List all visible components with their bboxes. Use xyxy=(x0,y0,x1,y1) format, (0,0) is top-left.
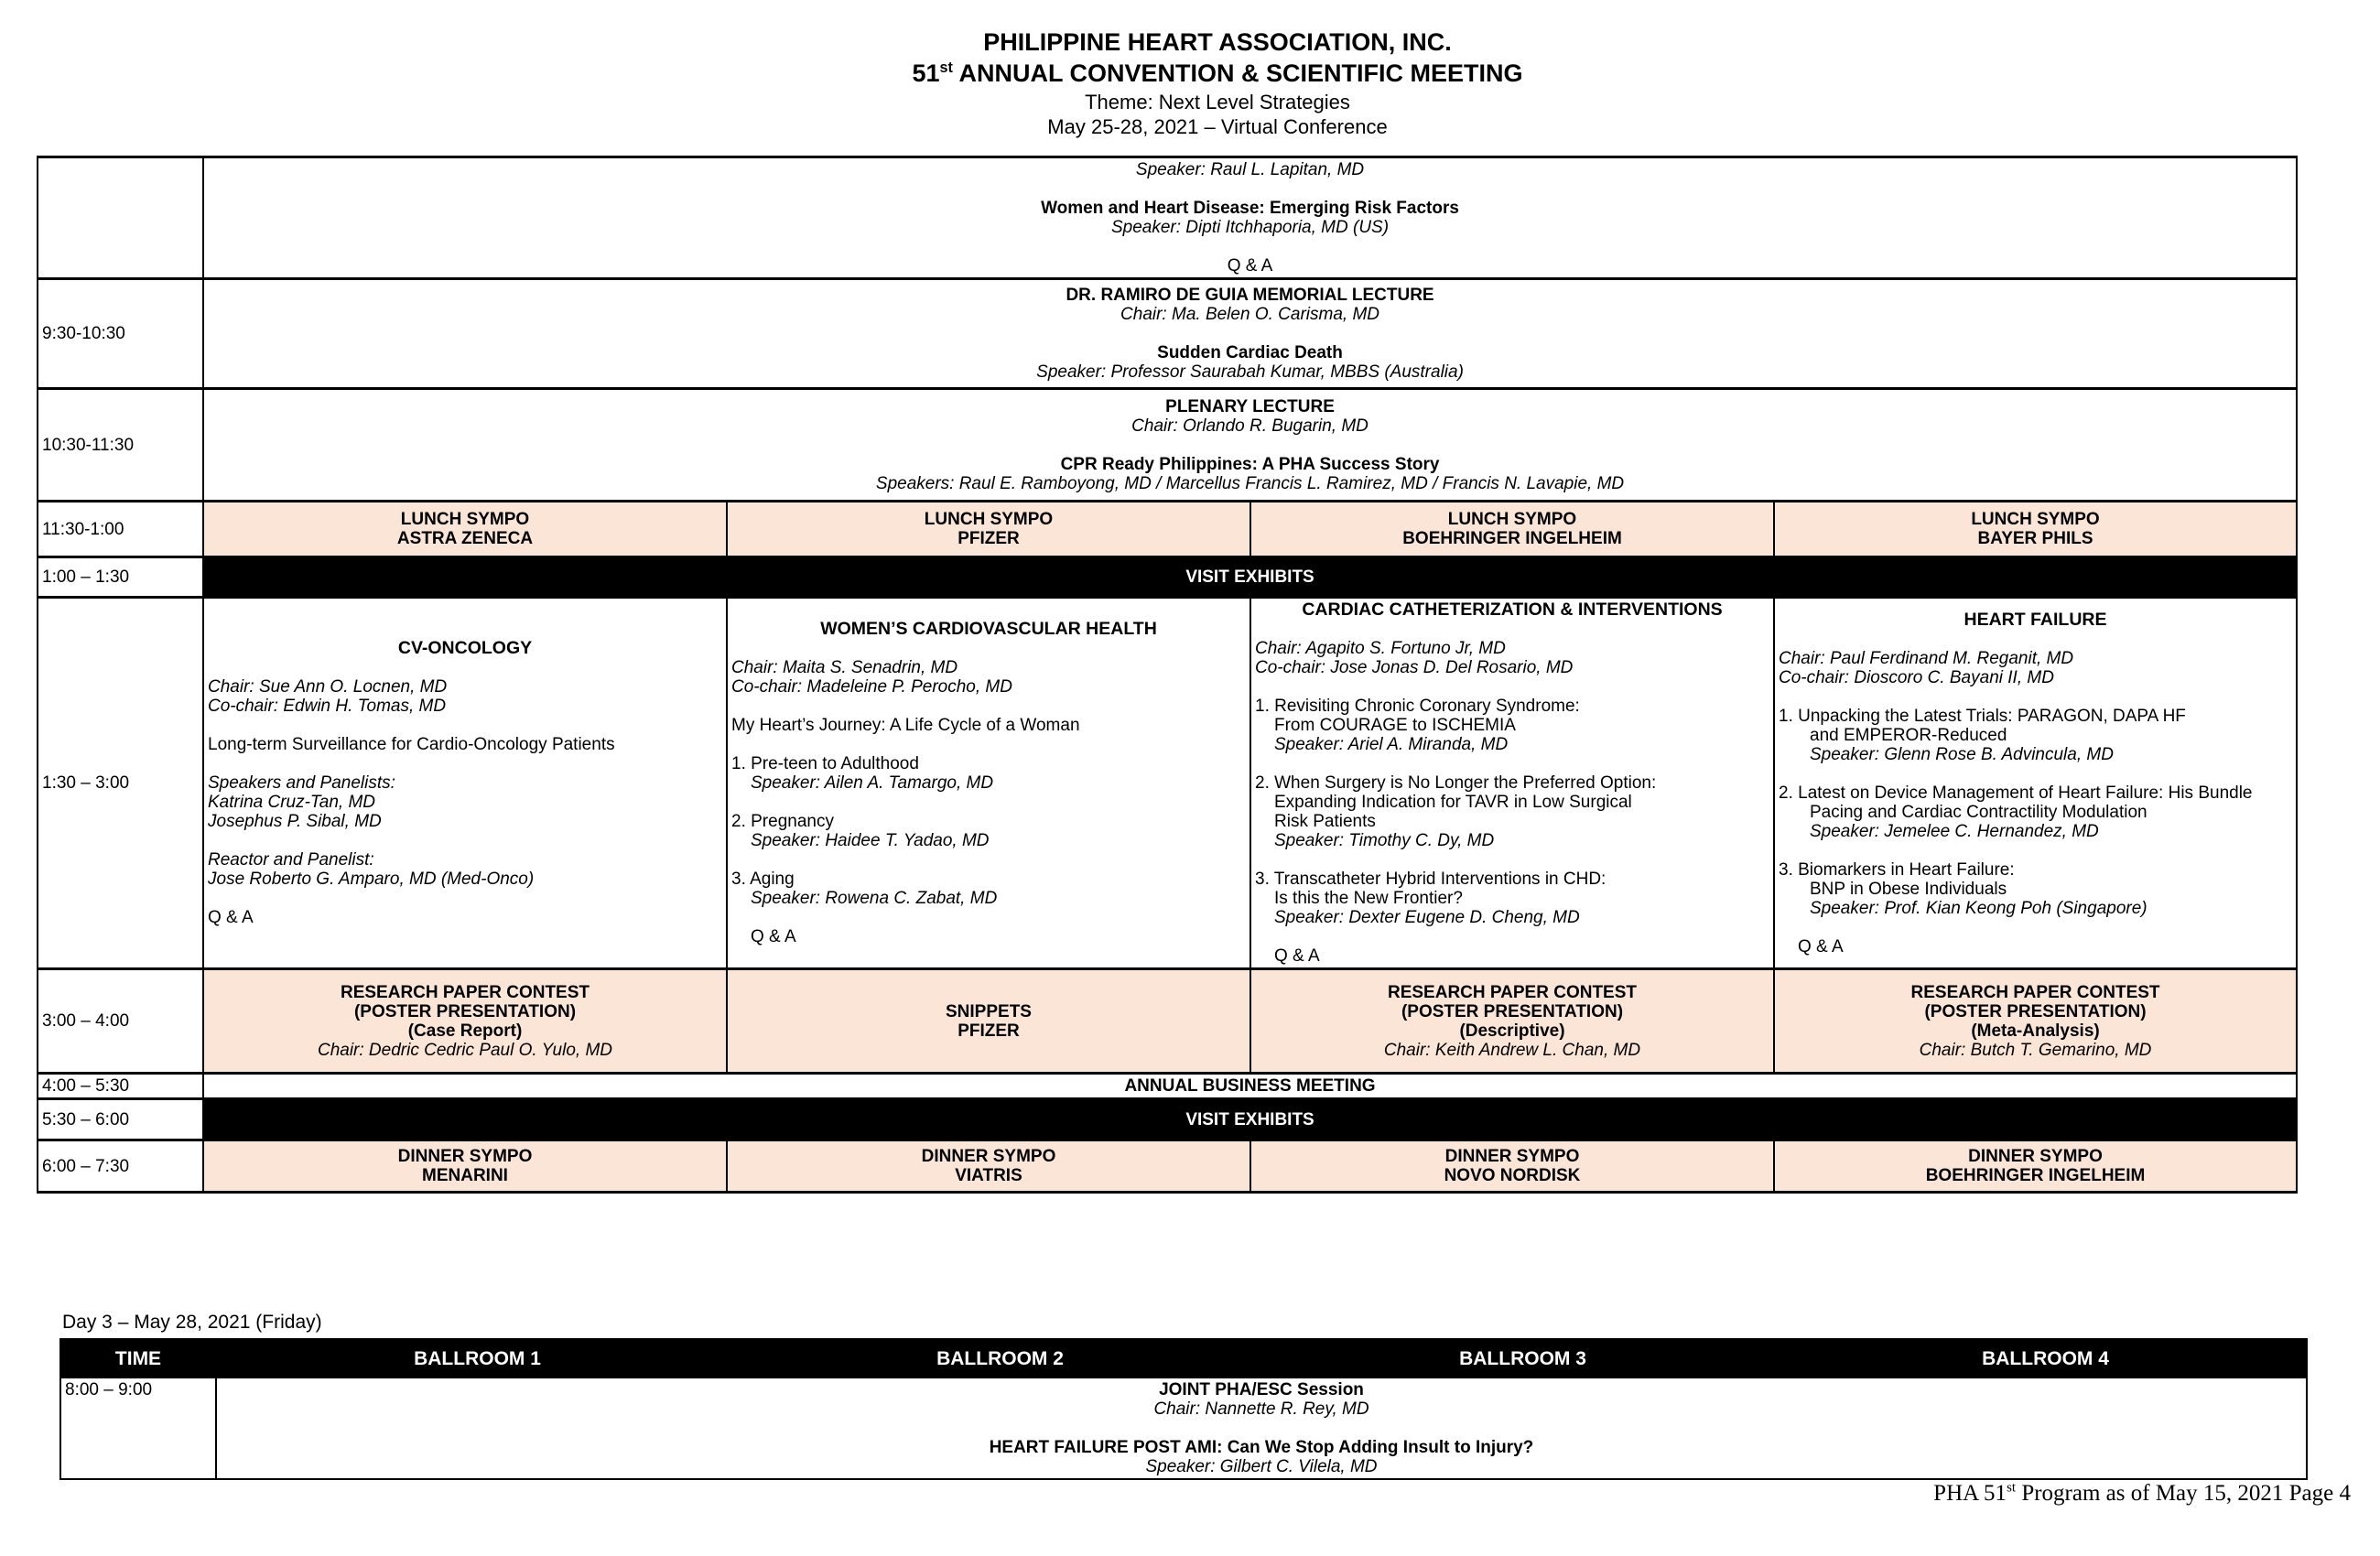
session-heading: JOINT PHA/ESC Session xyxy=(1159,1380,1364,1399)
chair-line: Chair: Nannette R. Rey, MD xyxy=(1153,1399,1369,1419)
row-plenary-lecture xyxy=(38,389,2297,502)
column-header-ballroom-2: BALLROOM 2 xyxy=(739,1339,1261,1378)
lunch-sympo-cell xyxy=(727,502,1250,557)
speaker-line: Speaker: Gilbert C. Vilela, MD xyxy=(1145,1457,1378,1476)
contest-title: RESEARCH PAPER CONTEST xyxy=(1387,982,1637,1002)
sympo-type: DINNER SYMPO xyxy=(921,1147,1056,1166)
event-title-ordinal: st xyxy=(939,59,953,76)
session-cell-cv-oncology xyxy=(203,598,727,969)
speaker-line: Speaker: Ariel A. Miranda, MD xyxy=(1274,735,1509,754)
session-title: WOMEN’S CARDIOVASCULAR HEALTH xyxy=(820,619,1157,639)
contest-category: (Meta-Analysis) xyxy=(1971,1021,2100,1041)
sympo-type: SNIPPETS xyxy=(946,1001,1032,1021)
plenary-lecture-cell xyxy=(203,389,2297,502)
speaker-line: Speaker: Rowena C. Zabat, MD xyxy=(751,889,998,908)
topic-line: 3. Aging xyxy=(731,870,795,889)
cochair-line: Co-chair: Dioscoro C. Bayani II, MD xyxy=(1779,667,2054,687)
sympo-type: LUNCH SYMPO xyxy=(1971,510,2100,529)
contest-format: (POSTER PRESENTATION) xyxy=(1401,1001,1624,1021)
qa-line: Q & A xyxy=(751,927,796,946)
day3-session-row xyxy=(60,1378,2307,1479)
sympo-type: LUNCH SYMPO xyxy=(1447,510,1577,529)
chair-line: Chair: Keith Andrew L. Chan, MD xyxy=(1383,1040,1641,1060)
lunch-sympo-cell xyxy=(1250,502,1774,557)
day3-table xyxy=(60,1338,2308,1480)
contest-cell-case-report xyxy=(203,969,727,1074)
sympo-sponsor: VIATRIS xyxy=(955,1166,1022,1185)
time-cell: 5:30 – 6:00 xyxy=(38,1099,203,1140)
document-header xyxy=(92,27,2343,140)
topic-line: 1. Unpacking the Latest Trials: PARAGON, DAPA HF xyxy=(1779,706,2186,726)
sympo-sponsor: ASTRA ZENECA xyxy=(396,529,534,548)
topic-line: 1. Pre-teen to Adulthood xyxy=(731,754,919,773)
speaker-line: Speaker: Professor Saurabah Kumar, MBBS (Australia) xyxy=(1036,362,1464,382)
chair-line: Chair: Ma. Belen O. Carisma, MD xyxy=(1120,305,1379,324)
session-heading: PLENARY LECTURE xyxy=(1165,396,1335,416)
sympo-type: DINNER SYMPO xyxy=(397,1147,533,1166)
speaker-line: Speaker: Haidee T. Yadao, MD xyxy=(751,831,990,850)
speaker-line: Speaker: Glenn Rose B. Advincula, MD xyxy=(1810,744,2114,764)
sympo-type: LUNCH SYMPO xyxy=(400,510,530,529)
row-lunch-sympo xyxy=(38,502,2297,557)
day3-header-row xyxy=(60,1339,2307,1378)
speakers-label: Speakers and Panelists: xyxy=(208,773,395,793)
topic-line: Risk Patients xyxy=(1274,812,1376,831)
row-visit-exhibits-1 xyxy=(38,557,2297,598)
speaker-line: Speaker: Prof. Kian Keong Poh (Singapore) xyxy=(1810,898,2147,918)
contest-title: RESEARCH PAPER CONTEST xyxy=(1910,982,2160,1002)
row-parallel-sessions xyxy=(38,598,2297,969)
speaker-line: Josephus P. Sibal, MD xyxy=(208,812,382,831)
talk-title: HEART FAILURE POST AMI: Can We Stop Adding Insult to Injury? xyxy=(989,1438,1534,1457)
chair-line: Chair: Dedric Cedric Paul O. Yulo, MD xyxy=(317,1040,613,1060)
sympo-sponsor: PFIZER xyxy=(957,1021,1020,1041)
sympo-type: DINNER SYMPO xyxy=(1968,1147,2103,1166)
topic-line: 2. Latest on Device Management of Heart Failure: His Bundle xyxy=(1779,783,2253,803)
speaker-line: Speaker: Dexter Eugene D. Cheng, MD xyxy=(1274,908,1580,927)
topic-line: BNP in Obese Individuals xyxy=(1810,879,2007,899)
topic-line: 2. Pregnancy xyxy=(731,812,834,831)
qa-line: Q & A xyxy=(1274,946,1320,966)
time-cell: 3:00 – 4:00 xyxy=(38,969,203,1074)
org-name: PHILIPPINE HEART ASSOCIATION, INC. xyxy=(983,28,1452,56)
event-title-number: 51 xyxy=(912,59,940,87)
speaker-line: Speakers: Raul E. Ramboyong, MD / Marcellus Francis L. Ramirez, MD / Francis N. Lavapie, MD xyxy=(875,473,1625,493)
row-continued xyxy=(38,157,2297,279)
footer-text: Program as of May 15, 2021 Page 4 xyxy=(2016,1481,2351,1506)
chair-line: Chair: Sue Ann O. Locnen, MD xyxy=(208,677,448,697)
speaker-line: Speaker: Timothy C. Dy, MD xyxy=(1274,831,1495,850)
time-cell: 1:00 – 1:30 xyxy=(38,557,203,598)
column-header-ballroom-1: BALLROOM 1 xyxy=(216,1339,739,1378)
session-cell-heart-failure xyxy=(1774,598,2297,969)
joint-session-cell xyxy=(216,1378,2307,1479)
row-business-meeting xyxy=(38,1074,2297,1099)
talk-title: Sudden Cardiac Death xyxy=(1157,343,1343,362)
session-title: CV-ONCOLOGY xyxy=(397,638,533,658)
time-cell: 9:30-10:30 xyxy=(38,279,203,389)
speaker-line: Speaker: Ailen A. Tamargo, MD xyxy=(751,773,994,793)
sympo-sponsor: BOEHRINGER INGELHEIM xyxy=(1402,529,1622,548)
chair-line: Chair: Paul Ferdinand M. Reganit, MD xyxy=(1779,648,2074,668)
session-cell-womens-cv-health xyxy=(727,598,1250,969)
cochair-line: Co-chair: Edwin H. Tomas, MD xyxy=(208,697,447,716)
visit-exhibits-band: VISIT EXHIBITS xyxy=(203,557,2297,598)
column-header-time: TIME xyxy=(60,1339,216,1378)
event-title-rest: ANNUAL CONVENTION & SCIENTIFIC MEETING xyxy=(952,59,1523,87)
time-cell: 10:30-11:30 xyxy=(38,389,203,502)
dinner-sympo-cell xyxy=(1774,1140,2297,1193)
cochair-line: Co-chair: Madeleine P. Perocho, MD xyxy=(731,677,1012,697)
dinner-sympo-cell xyxy=(727,1140,1250,1193)
chair-line: Chair: Butch T. Gemarino, MD xyxy=(1919,1040,2152,1060)
topic-line: Expanding Indication for TAVR in Low Surgical xyxy=(1274,793,1632,812)
column-header-ballroom-3: BALLROOM 3 xyxy=(1261,1339,1784,1378)
contest-cell-snippets xyxy=(727,969,1250,1074)
contest-category: (Descriptive) xyxy=(1459,1021,1565,1041)
row-research-contest xyxy=(38,969,2297,1074)
schedule-table xyxy=(37,156,2298,1194)
footer-ordinal: st xyxy=(2007,1480,2017,1496)
contest-cell-meta-analysis xyxy=(1774,969,2297,1074)
talk-title: CPR Ready Philippines: A PHA Success Story xyxy=(1060,454,1440,474)
row-memorial-lecture xyxy=(38,279,2297,389)
topic-line: 1. Revisiting Chronic Coronary Syndrome: xyxy=(1255,697,1580,716)
event-dates: May 25-28, 2021 – Virtual Conference xyxy=(1047,115,1388,138)
lunch-sympo-cell xyxy=(1774,502,2297,557)
speaker-line: Speaker: Jemelee C. Hernandez, MD xyxy=(1810,821,2099,841)
qa-line: Q & A xyxy=(1798,936,1844,956)
qa-line: Q & A xyxy=(208,908,254,927)
talk-title: Long-term Surveillance for Cardio-Oncology Patients xyxy=(208,735,615,754)
contest-category: (Case Report) xyxy=(407,1021,523,1041)
memorial-lecture-cell xyxy=(203,279,2297,389)
sympo-sponsor: MENARINI xyxy=(422,1166,508,1185)
time-cell: 11:30-1:00 xyxy=(38,502,203,557)
business-meeting-cell: ANNUAL BUSINESS MEETING xyxy=(203,1074,2297,1099)
contest-format: (POSTER PRESENTATION) xyxy=(1924,1001,2147,1021)
speaker-line: Katrina Cruz-Tan, MD xyxy=(208,793,376,812)
sympo-sponsor: BOEHRINGER INGELHEIM xyxy=(1925,1166,2146,1185)
topic-line: 3. Transcatheter Hybrid Interventions in CHD: xyxy=(1255,870,1606,889)
time-cell: 1:30 – 3:00 xyxy=(38,598,203,969)
sympo-sponsor: NOVO NORDISK xyxy=(1444,1166,1581,1185)
speaker-line: Speaker: Dipti Itchhaporia, MD (US) xyxy=(1110,218,1390,237)
topic-line: 3. Biomarkers in Heart Failure: xyxy=(1779,859,2015,880)
time-cell: 4:00 – 5:30 xyxy=(38,1074,203,1099)
lunch-sympo-cell xyxy=(203,502,727,557)
topic-line: 2. When Surgery is No Longer the Preferred Option: xyxy=(1255,773,1657,793)
event-theme: Theme: Next Level Strategies xyxy=(1085,90,1350,113)
qa-line: Q & A xyxy=(1227,256,1273,276)
chair-line: Chair: Maita S. Senadrin, MD xyxy=(731,658,958,677)
chair-line: Chair: Agapito S. Fortuno Jr, MD xyxy=(1255,639,1506,658)
sympo-sponsor: PFIZER xyxy=(957,529,1020,548)
footer-text: PHA 51 xyxy=(1933,1481,2007,1506)
sympo-type: DINNER SYMPO xyxy=(1444,1147,1580,1166)
contest-format: (POSTER PRESENTATION) xyxy=(353,1001,577,1021)
sympo-type: LUNCH SYMPO xyxy=(924,510,1054,529)
session-heading: DR. RAMIRO DE GUIA MEMORIAL LECTURE xyxy=(1066,286,1434,305)
session-continued-cell xyxy=(203,157,2297,279)
topic-line: From COURAGE to ISCHEMIA xyxy=(1274,716,1516,735)
event-title xyxy=(92,59,2343,90)
topic-line: and EMPEROR-Reduced xyxy=(1810,725,2007,745)
dinner-sympo-cell xyxy=(1250,1140,1774,1193)
session-title: HEART FAILURE xyxy=(1964,609,2107,630)
speaker-line: Speaker: Raul L. Lapitan, MD xyxy=(1135,160,1365,179)
session-title: CARDIAC CATHETERIZATION & INTERVENTIONS xyxy=(1302,600,1723,620)
contest-title: RESEARCH PAPER CONTEST xyxy=(340,982,590,1002)
day3-label: Day 3 – May 28, 2021 (Friday) xyxy=(62,1312,322,1333)
cochair-line: Co-chair: Jose Jonas D. Del Rosario, MD xyxy=(1255,658,1574,677)
time-cell-empty xyxy=(38,157,203,279)
visit-exhibits-band: VISIT EXHIBITS xyxy=(203,1099,2297,1140)
reactor-label: Reactor and Panelist: xyxy=(208,850,374,870)
talk-title: Women and Heart Disease: Emerging Risk Factors xyxy=(1041,199,1459,218)
page-footer xyxy=(1933,1481,2351,1507)
time-cell: 6:00 – 7:30 xyxy=(38,1140,203,1193)
sympo-sponsor: BAYER PHILS xyxy=(1977,529,2093,548)
session-cell-cardiac-cath xyxy=(1250,598,1774,969)
row-visit-exhibits-2 xyxy=(38,1099,2297,1140)
row-dinner-sympo xyxy=(38,1140,2297,1193)
talk-title: My Heart’s Journey: A Life Cycle of a Woman xyxy=(731,716,1080,735)
column-header-ballroom-4: BALLROOM 4 xyxy=(1784,1339,2307,1378)
topic-line: Is this the New Frontier? xyxy=(1274,889,1463,908)
contest-cell-descriptive xyxy=(1250,969,1774,1074)
topic-line: Pacing and Cardiac Contractility Modulation xyxy=(1810,802,2147,822)
reactor-line: Jose Roberto G. Amparo, MD (Med-Onco) xyxy=(208,870,535,889)
dinner-sympo-cell xyxy=(203,1140,727,1193)
time-cell: 8:00 – 9:00 xyxy=(60,1378,216,1479)
chair-line: Chair: Orlando R. Bugarin, MD xyxy=(1131,416,1368,436)
